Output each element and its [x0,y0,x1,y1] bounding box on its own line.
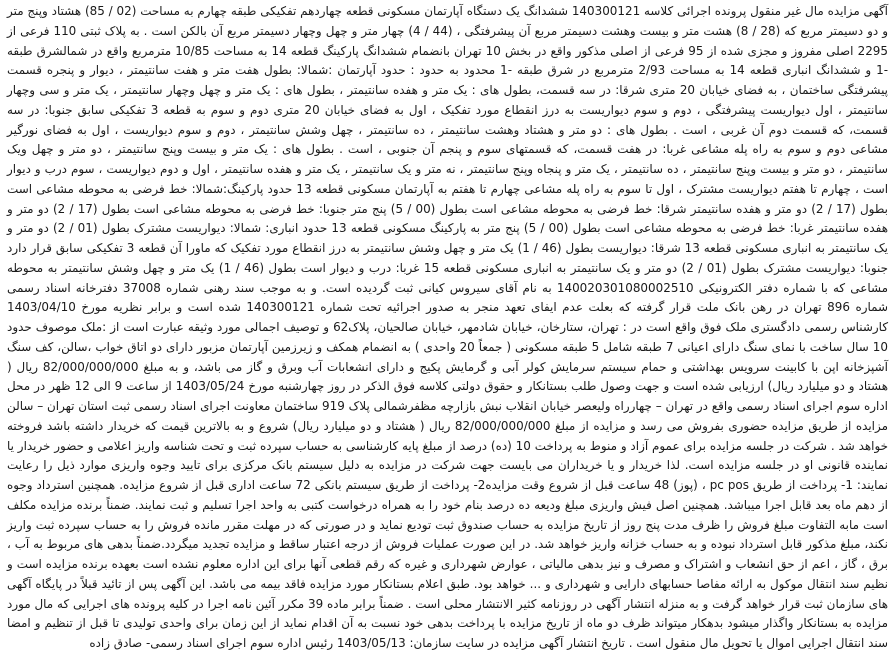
notice-body-text: آگهی مزایده مال غیر منقول پرونده اجرائی کلاسه 140300121 ششدانگ یک دستگاه آپارتمان مسکونی قطعه چهاردهم تفکیکی طبقه چهارم به مساحت (02 / 85) هشتاد وپنج متر و دو دسیمتر مربع که (28 / 8) هشت متر و بیست وهشت دسیمتر مربع آن پیشرفتگی ، (44 / 4) چهار متر و چهل وچهار دسیمتر مربع آن بالکن است . به پلاک ثبتی 110 فرعی از 2295 اصلی مفروز و مجزی شده از 95 فرعی از اصلی مذکور واقع در بخش 10 تهران بانضمام ششدانگ پارکینگ قطعه 14 به مساحت 10/85 مترمربع واقع در شمالشرق طبقه -1 و ششدانگ انباری قطعه 14 به مساحت 2/93 مترمربع در شرق طبقه -1 محدود به حدود : حدود آپارتمان :شمالا: بطول هفت متر و هفت سانتیمتر ، دیوار و پنجره قسمت پیشرفتگی ساختمان ، به فضای خیابان 20 متری شرقا: در سه قسمت، بطول های : یک متر و هفده سانتیمتر ، بطول های : یک متر و چهل وچهار سانتیمتر ، یک متر و سی وچهار سانتیمتر ، اول دیواریست پیشرفتگی ، دوم و سوم دیواریست به درز انقطاع مورد تفکیک ، اول به فضای خیابان 20 متری دوم و سوم به قطعه 3 تفکیکی سابق جنوبا: در سه قسمت، که قسمت دوم آن غربی ، است . بطول های : دو متر و هشتاد وهشت سانتیمتر ، ده سانتیمتر ، چهل وشش سانتیمتر ، دوم و سوم دیواریست ، اول به فضای نورگیر مشاعی دوم و سوم به راه پله مشاعی غربا: در هفت قسمت، که قسمتهای سوم و پنجم آن جنوبی ، است . بطول های : یک متر و بیست وپنج سانتیمتر ، دو متر و چهل ویک سانتیمتر ، دو متر و بیست وپنج سانتیمتر ، ده سانتیمتر ، یک متر و پنجاه وپنج سانتیمتر ، نه متر و یک سانتیمتر ، یک متر و هفده سانتیمتر ، اول و دوم دیواریست ، سوم درب و دیوار است ، چهارم تا هفتم دیواریست مشترک ، اول تا سوم به راه پله مشاعی چهارم تا هفتم به آپارتمان مسکونی قطعه 13 حدود پارکینگ:شمالا: خط فرضی به محوطه مشاعی است بطول (17 / 2) دو متر و هفده سانتیمتر شرقا: خط فرضی به محوطه مشاعی است بطول (00 / 5) پنج متر جنوبا: خط فرضی به محوطه مشاعی است بطول (17 / 2) دو متر و هفده سانتیمتر غربا: خط فرضی به محوطه مشاعی است بطول (00 / 5) پنج متر به پارکینگ مسکونی قطعه 13 حدود انباری: شمالا: دیواریست مشترک بطول (01 / 2) دو متر و یک سانتیمتر به انباری مسکونی قطعه 13 شرقا: دیواریست بطول (46 / 1) یک متر و چهل وشش سانتیمتر به درز انقطاع مورد تفکیک که ماورا آن قطعه 3 تفکیکی سابق قرار دارد جنوبا: دیواریست مشترک بطول (01 / 2) دو متر و یک سانتیمتر به انباری مسکونی قطعه 15 غربا: درب و دیوار است بطول (46 / 1) یک متر و چهل وشش سانتیمتر به محوطه مشاعی که با شماره دفتر الکترونیکی 140020301080002510 به نام آقای سیروس کیانی ثبت گردیده است. و به موجب سند رهنی شماره 37008 دفترخانه اسناد رسمی شماره 896 تهران در رهن بانک ملت قرار گرفته که بعلت عدم ایفای تعهد منجر به صدور اجرائیه تحت شماره 140300121 شده است و برابر نظریه مورخ 1403/04/10 کارشناس رسمی دادگستری ملک فوق واقع است در : تهران، ستارخان، خیابان شادمهر، خیابان صالحیان، پلاک62 و توصیف اجمالی مورد وثیقه عبارت است از :ملک موصوف حدود 10 سال ساخت با نمای سنگ دارای اعیانی 7 طبقه شامل 5 طبقه مسکونی ( جمعاً 20 واحدی ) به انضمام همکف و زیرزمین آپارتمان مزبور دارای دو اتاق خواب ،سالن، کف سنگ آشپزخانه اپن با کابینت سرویس بهداشتی و حمام سیستم سرمایش کولر آبی و گرمایش پکیج و دارای انشعابات آب وبرق و گاز می باشد، و به مبلغ 82/000/000/000 ریال ( هشتاد و دو میلیارد ریال) ارزیابی شده است و جهت وصول طلب بستانکار و حقوق دولتی کلاسه فوق الذکر در روز چهارشنبه مورخ 1403/05/24 از ساعت 9 الی 12 ظهر در محل اداره سوم اجرای اسناد رسمی واقع در تهران – چهارراه ولیعصر خیابان انقلاب نبش بازارچه مظفرشمالی پلاک 919 ساختمان معاونت اجرای اسناد رسمی ثبت استان تهران – سالن مزایده از طریق مزایده حضوری بفروش می رسد و مزایده از مبلغ 82/000/000/000 ریال ( هشتاد و دو میلیارد ریال) شروع و به بالاترین قیمت که خریدار داشته باشد فروخته خواهد شد . شرکت در جلسه مزایده برای عموم آزاد و منوط به پرداخت 10 (ده) درصد از مبلغ پایه کارشناسی به حساب سپرده ثبت و تحت شناسه واریز اعلامی و حضور خریدار یا نماینده قانونی او در جلسه مزایده است. لذا خریدار و یا خریداران می بایست جهت شرکت در مزایده به دلیل سیستم بانک مرکزی برای تایید وجوه واریزی موارد ذیل را رعایت نمایند: 1- پرداخت از طریق pc pos ، (پوز) 48 ساعت قبل از شروع وقت مزایده2- پرداخت از طریق سیستم بانکی 72 ساعت اداری قبل از شروع مزایده. همچنین استرداد وجوه از دهم ماه بعد قابل اجرا میباشد. همچنین اصل فیش واریزی مبلغ ودیعه ده درصد بنام خود را به همراه درخواست کتبی به واحد اجرا تسلیم و ثبت نمایند. ضمناً برنده مزایده مکلف است مابه التفاوت مبلغ فروش را ظرف مدت پنج روز از تاریخ مزایده به حساب صندوق ثبت تودیع نماید و در صورتی که در مهلت مقرر مانده فروش را به حساب سپرده ثبت واریز نکند، مبلغ مذکور قابل استرداد نبوده و به حساب خزانه واریز خواهد شد. در این صورت عملیات فروش از درجه اعتبار ساقط و مزایده تجدید میگردد.ضمناً بدهی های مربوط به آب ، برق ، گاز ، اعم از حق انشعاب و اشتراک و مصرف و نیز بدهی مالیاتی ، عوارض شهرداری و غیره که رقم قطعی آنها برای این اداره معلوم نشده است بعهده برنده مزایده است و نظیم سند انتقال موکول به ارائه مفاصا حسابهای دارایی و شهرداری و ... خواهد بود. طبق اعلام بستانکار مورد مزایده فاقد بیمه می باشد. این آگهی پس از تائید قبلاً در پایگاه آگهی های سازمان ثبت قرار خواهد گرفت و به منزله انتشار آگهی در روزنامه کثیر الانتشار محلی است . ضمناً برابر ماده 39 مکرر آئین نامه اجرا در کلیه پرونده های اجرایی که مال مورد مزایده به بستانکار واگذار میشود بدهکار میتواند ظرف دو ماه از تاریخ مزایده با پرداخت بدهی خود نسبت به آن اقدام نماید از این زمان برای واحدی تولیدی تا قبل از تنظیم و امضا سند انتقال اجرایی اموال یا تحویل مال منقول است . تاریخ انتشار آگهی مزایده در سایت سازمان: 1403/05/13 رئیس اداره سوم اجرای اسناد رسمی- صادق زاده [7,4,889,650]
